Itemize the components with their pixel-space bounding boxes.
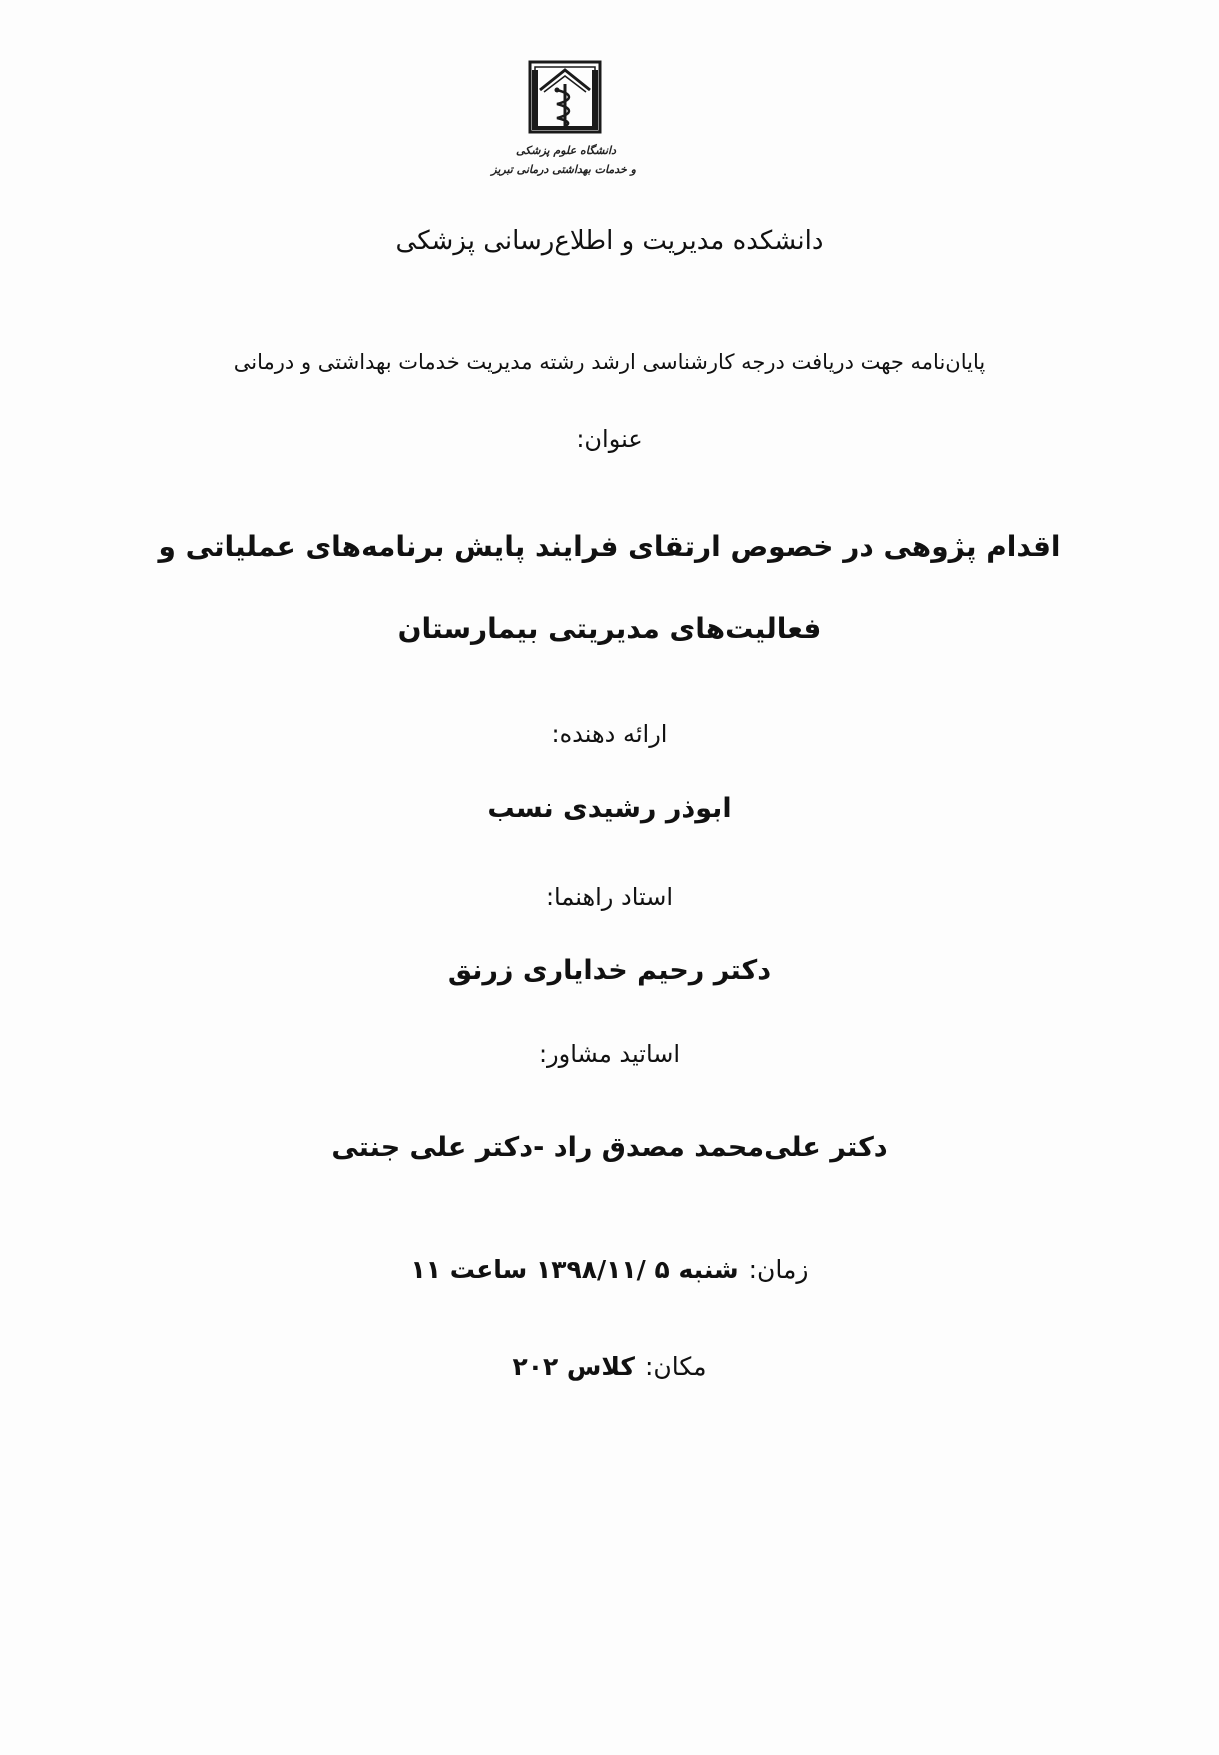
thesis-title-line-2: فعالیت‌های مدیریتی بیمارستان [397,612,822,645]
logo-caption-services: و خدمات بهداشتی درمانی تبریز [491,163,636,176]
time-label: زمان: [748,1255,809,1284]
defense-time [0,1255,1219,1284]
advisors-label: اساتید مشاور: [538,1040,681,1068]
supervisor-name: دکتر رحیم خدایاری زرنق [447,955,772,986]
thesis-degree-line: پایان‌نامه جهت دریافت درجه کارشناسی ارشد رشته مدیریت خدمات بهداشتی و درمانی [233,350,986,374]
logo-caption-university: دانشگاه علوم پزشکی [516,144,616,157]
time-value: شنبه ۵ /۱۳۹۸/۱۱ ساعت ۱۱ [410,1255,739,1284]
university-emblem-icon [510,60,620,140]
thesis-title-line-1: اقدام پژوهی در خصوص ارتقای فرایند پایش برنامه‌های عملیاتی و [158,530,1061,563]
supervisor-label: استاد راهنما: [545,883,674,911]
presenter-label: ارائه دهنده: [551,720,668,748]
place-value: کلاس ۲۰۲ [512,1352,635,1381]
advisors-names: دکتر علی‌محمد مصدق راد -دکتر علی جنتی [331,1132,888,1163]
university-logo [491,60,636,190]
presenter-name: ابوذر رشیدی نسب [487,793,732,824]
place-label: مکان: [644,1352,707,1381]
school-name: دانشکده مدیریت و اطلاع‌رسانی پزشکی [395,226,824,256]
title-label: عنوان: [576,425,643,453]
defense-place [0,1352,1219,1381]
